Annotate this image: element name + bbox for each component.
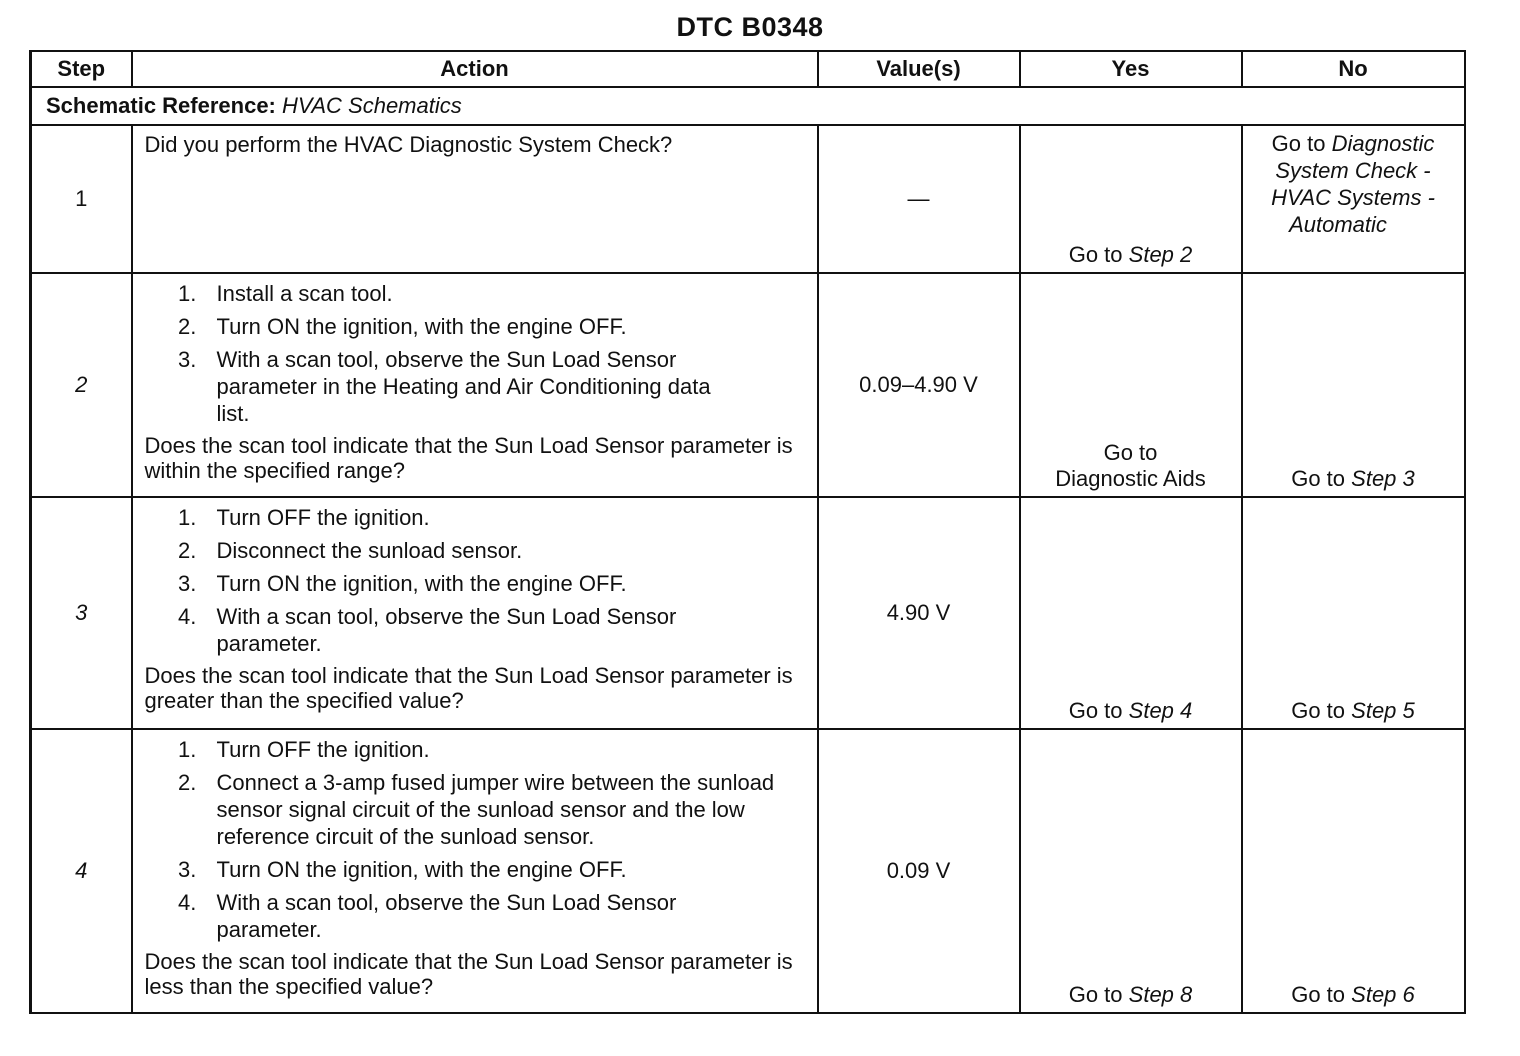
action-item: 1. Turn OFF the ignition. (203, 504, 807, 531)
schematic-reference (31, 87, 1465, 125)
no-link[interactable]: Step 5 (1351, 698, 1415, 723)
table-row (31, 729, 1465, 1013)
schematic-value: HVAC Schematics (282, 93, 462, 118)
value-cell: 0.09 V (818, 729, 1020, 1013)
yes-cell (1020, 125, 1242, 273)
action-item: 3. Turn ON the ignition, with the engine OFF. (203, 570, 807, 597)
action-question: Does the scan tool indicate that the Sun Load Sensor parameter is within the specified range? (144, 433, 793, 483)
header-row (31, 51, 1465, 87)
action-item: 4. With a scan tool, observe the Sun Load Sensor parameter. (203, 603, 807, 657)
action-item: 1. Turn OFF the ignition. (203, 736, 807, 763)
action-cell (132, 729, 818, 1013)
step-number: 1 (31, 125, 132, 273)
action-item: 4. With a scan tool, observe the Sun Load Sensor parameter. (203, 889, 807, 943)
action-item: 3. Turn ON the ignition, with the engine OFF. (203, 856, 807, 883)
goto-text: Go to (1291, 466, 1346, 491)
action-question: Does the scan tool indicate that the Sun Load Sensor parameter is greater than the specified value? (144, 663, 793, 713)
no-cell (1242, 273, 1465, 497)
yes-cell (1020, 729, 1242, 1013)
yes-cell (1020, 273, 1242, 497)
step-number: 4 (31, 729, 132, 1013)
action-item: 1. Install a scan tool. (203, 280, 807, 307)
col-header-yes: Yes (1020, 51, 1242, 87)
no-cell (1242, 729, 1465, 1013)
no-cell (1242, 497, 1465, 729)
value-cell: 0.09–4.90 V (818, 273, 1020, 497)
action-item: 2. Connect a 3-amp fused jumper wire between the sunload sensor signal circuit of the sunload sensor and the low reference circuit of the sunload sensor. (203, 769, 807, 850)
value-cell: — (818, 125, 1020, 273)
table-row (31, 125, 1465, 273)
page-title: DTC B0348 (676, 12, 824, 42)
action-steps (145, 504, 807, 657)
schematic-label: Schematic Reference: (46, 93, 276, 118)
goto-text: Go to (1291, 982, 1346, 1007)
no-cell (1242, 125, 1465, 273)
no-link[interactable]: Step 3 (1351, 466, 1415, 491)
goto-text: Go to (1068, 242, 1123, 267)
action-item: 2. Turn ON the ignition, with the engine OFF. (203, 313, 807, 340)
yes-link[interactable]: Step 4 (1128, 698, 1193, 723)
action-question: Did you perform the HVAC Diagnostic System Check? (144, 132, 673, 157)
action-question: Does the scan tool indicate that the Sun Load Sensor parameter is less than the specified value? (144, 949, 793, 999)
col-header-no: No (1242, 51, 1465, 87)
no-link[interactable]: Step 6 (1351, 982, 1415, 1007)
no-link-cont[interactable]: System Check - (1275, 158, 1431, 183)
col-header-action: Action (132, 51, 818, 87)
schematic-row (31, 87, 1465, 125)
no-link-cont[interactable]: Automatic (1289, 212, 1387, 237)
value-cell: 4.90 V (818, 497, 1020, 729)
goto-text: Go to (1068, 982, 1123, 1007)
table-row (31, 497, 1465, 729)
action-cell (132, 125, 818, 273)
yes-link[interactable]: Step 8 (1128, 982, 1193, 1007)
no-link[interactable]: Diagnostic (1331, 131, 1435, 156)
action-item: 3. With a scan tool, observe the Sun Load Sensor parameter in the Heating and Air Conditioning data list. (203, 346, 807, 427)
step-number: 2 (31, 273, 132, 497)
action-cell (132, 273, 818, 497)
yes-link[interactable]: Diagnostic Aids (1055, 466, 1206, 491)
goto-text: Go to (1291, 698, 1346, 723)
action-steps (145, 736, 807, 943)
yes-cell (1020, 497, 1242, 729)
col-header-step: Step (31, 51, 132, 87)
action-steps (145, 280, 807, 427)
goto-text: Go to (1103, 440, 1158, 465)
goto-text: Go to (1271, 131, 1326, 156)
col-header-values: Value(s) (818, 51, 1020, 87)
table-row (31, 273, 1465, 497)
yes-link[interactable]: Step 2 (1128, 242, 1193, 267)
goto-text: Go to (1068, 698, 1123, 723)
action-cell (132, 497, 818, 729)
action-item: 2. Disconnect the sunload sensor. (203, 537, 807, 564)
no-link-cont[interactable]: HVAC Systems - (1271, 185, 1435, 210)
step-number: 3 (31, 497, 132, 729)
diagnostic-table (29, 50, 1466, 1014)
